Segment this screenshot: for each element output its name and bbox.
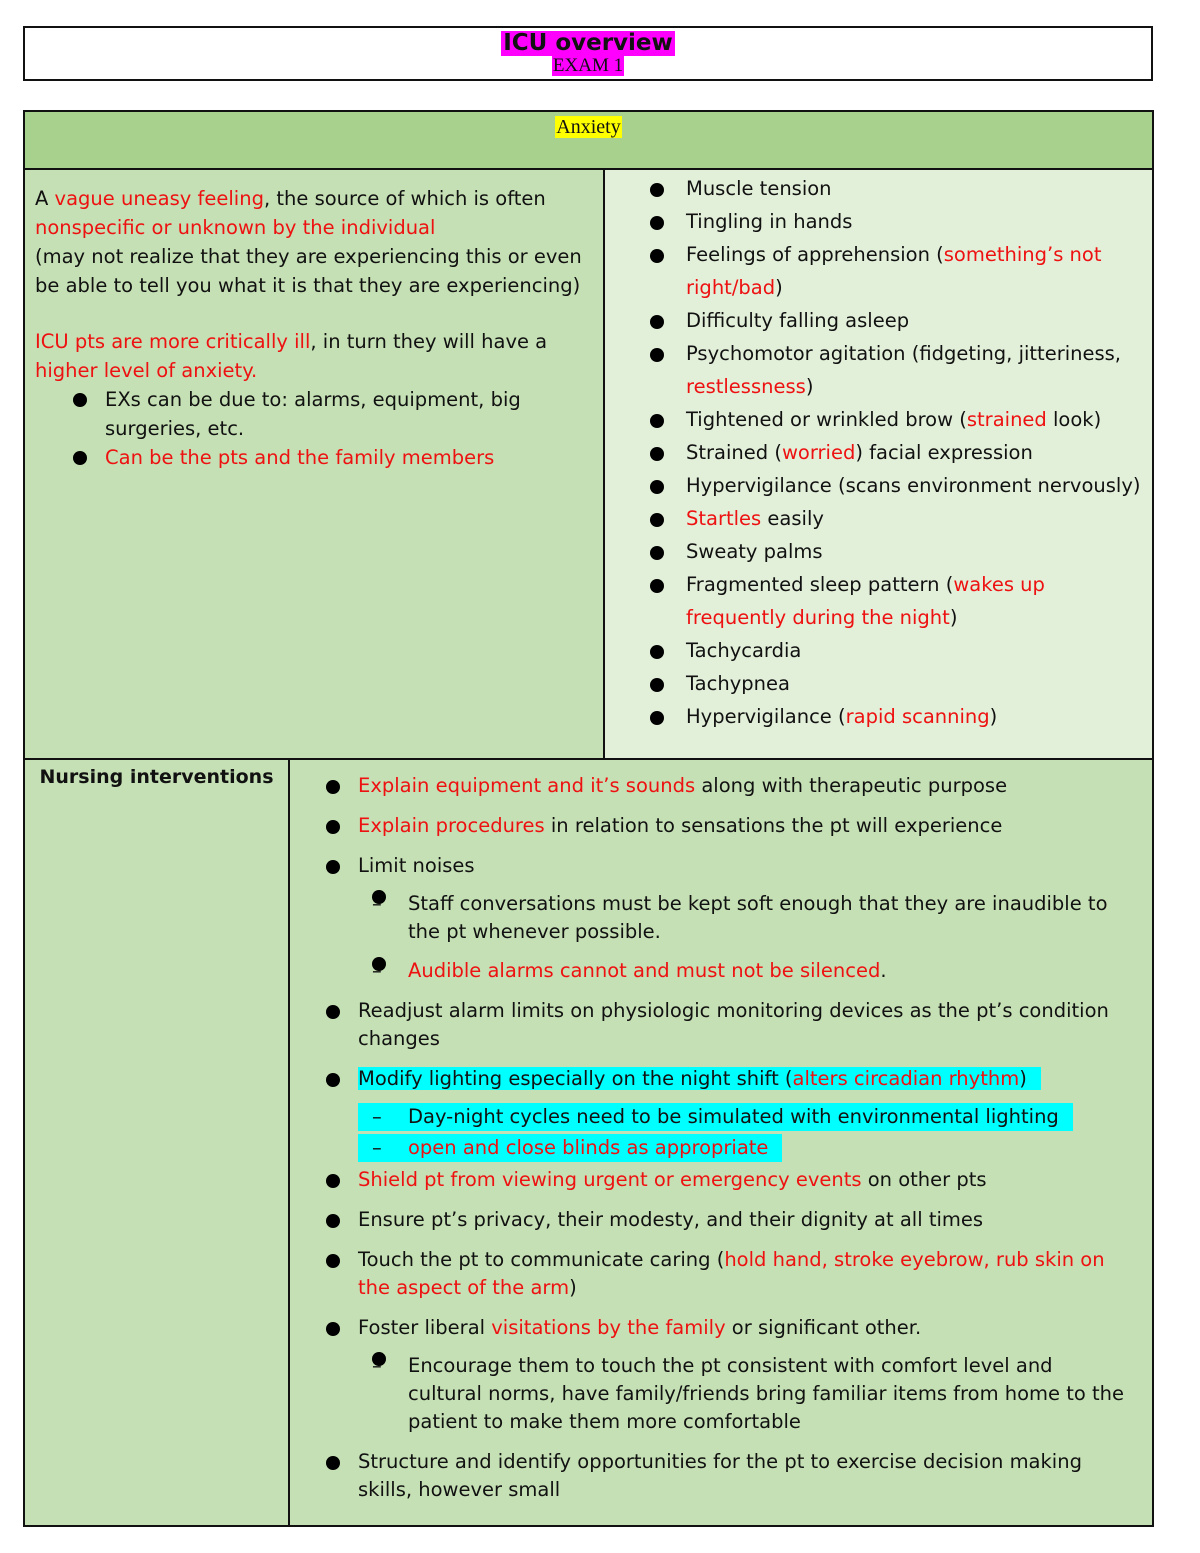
title-box [23, 26, 1153, 81]
definition-note: (may not realize that they are experiencing this or even be able to tell you what it is that they are experiencing) [35, 245, 582, 297]
intervention-item: Readjust alarm limits on physiologic monitoring devices as the pt’s condition changes [322, 997, 1132, 1053]
sub-list [358, 1103, 1132, 1162]
section-header [25, 112, 1152, 170]
symptom-item: Muscle tension [650, 172, 1144, 205]
symptom-item: Feelings of apprehension (something’s not right/bad) [650, 238, 1144, 304]
icu-anxiety-paragraph: ICU pts are more critically ill, in turn they will have a higher level of anxiety. [35, 330, 548, 382]
symptom-item: Psychomotor agitation (fidgeting, jitteriness, restlessness) [650, 337, 1144, 403]
intervention-item: Explain equipment and it’s sounds along with therapeutic purpose [322, 772, 1132, 800]
intervention-item-highlighted: Modify lighting especially on the night shift (alters circadian rhythm) – Day-night cycles need to be simulated with environmental lighting – open and close blinds as appropriate [322, 1065, 1132, 1162]
nursing-interventions-row [25, 758, 1152, 1525]
document-subtitle: EXAM 1 [552, 55, 624, 76]
symptom-item: Tingling in hands [650, 205, 1144, 238]
nursing-interventions-label: Nursing interventions [25, 760, 290, 1525]
symptoms-list [650, 172, 1144, 733]
definition-bullets [71, 385, 593, 472]
symptom-item: Hypervigilance (rapid scanning) [650, 700, 1144, 733]
list-item: Can be the pts and the family members [71, 443, 593, 472]
highlight-vague-feeling: vague uneasy feeling [54, 187, 264, 210]
intervention-item: Structure and identify opportunities for the pt to exercise decision making skills, however small [322, 1448, 1132, 1504]
sub-item-highlighted: – Day-night cycles need to be simulated with environmental lighting [358, 1103, 1132, 1131]
symptom-item: Tachypnea [650, 667, 1144, 700]
intervention-item: Ensure pt’s privacy, their modesty, and their dignity at all times [322, 1206, 1132, 1234]
sub-item: – Staff conversations must be kept soft enough that they are inaudible to the pt whenever possible. [358, 890, 1132, 946]
intervention-item: Touch the pt to communicate caring (hold hand, stroke eyebrow, rub skin on the aspect of the arm) [322, 1246, 1132, 1302]
sub-item: – Encourage them to touch the pt consistent with comfort level and cultural norms, have family/friends bring familiar items from home to the patient to make them more comfortable [358, 1352, 1132, 1436]
document-title: ICU overview [503, 30, 673, 56]
interventions-list [322, 772, 1132, 1504]
anxiety-table [23, 110, 1154, 1527]
intervention-item: Limit noises – Staff conversations must be kept soft enough that they are inaudible to the pt whenever possible. – Audible alarms cannot and must not be silenced. [322, 852, 1132, 985]
section-title: Anxiety [556, 116, 621, 138]
definition-cell [25, 170, 605, 758]
symptom-item: Tachycardia [650, 634, 1144, 667]
intervention-item: Shield pt from viewing urgent or emergency events on other pts [322, 1166, 1132, 1194]
intervention-item: Explain procedures in relation to sensations the pt will experience [322, 812, 1132, 840]
sub-list [358, 890, 1132, 985]
highlight-nonspecific: nonspecific or unknown by the individual [35, 216, 436, 239]
symptoms-cell [605, 170, 1152, 758]
intervention-item: Foster liberal visitations by the family or significant other. – Encourage them to touch the pt consistent with comfort level and cultural norms, have family/friends bring familiar items from home to the patient to make them more comfortable [322, 1314, 1132, 1436]
sub-list [358, 1352, 1132, 1436]
definition-paragraph: A vague uneasy feeling, the source of which is often nonspecific or unknown by the individual [35, 187, 546, 239]
symptom-item: Sweaty palms [650, 535, 1144, 568]
symptom-item: Difficulty falling asleep [650, 304, 1144, 337]
sub-item-highlighted: – open and close blinds as appropriate [358, 1134, 1132, 1162]
list-item: EXs can be due to: alarms, equipment, big surgeries, etc. [71, 385, 593, 443]
symptom-item: Hypervigilance (scans environment nervously) [650, 469, 1144, 502]
nursing-interventions-cell [290, 760, 1152, 1525]
sub-item: – Audible alarms cannot and must not be silenced. [358, 957, 1132, 985]
symptom-item: Tightened or wrinkled brow (strained look) [650, 403, 1144, 436]
symptom-item: Strained (worried) facial expression [650, 436, 1144, 469]
symptom-item: Startles easily [650, 502, 1144, 535]
symptom-item: Fragmented sleep pattern (wakes up frequently during the night) [650, 568, 1144, 634]
